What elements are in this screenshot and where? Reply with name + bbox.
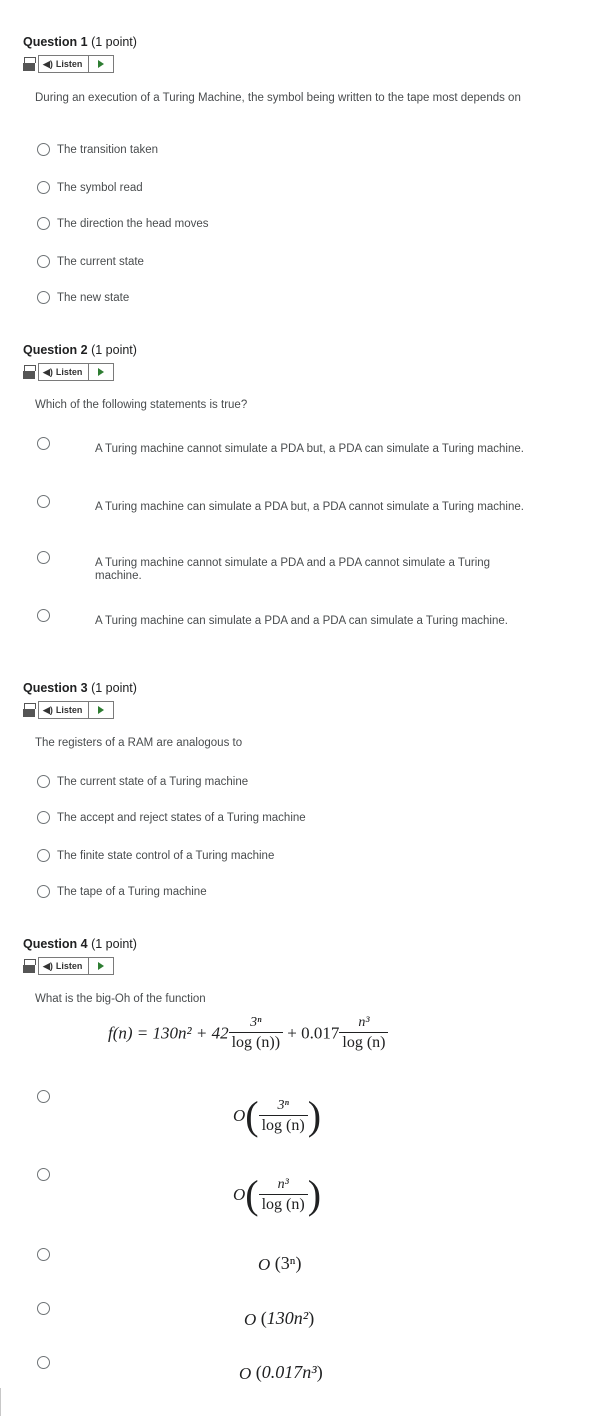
option-formula: O (130n²) [244,1308,315,1329]
option-label: The tape of a Turing machine [57,886,207,898]
radio-q1-option-1[interactable] [37,143,50,156]
option-formula: O( $\frac{\text{n³}}{\log (n)}$ ) [233,1172,322,1217]
radio-q2-option-2[interactable] [37,495,50,508]
radio-q1-option-4[interactable] [37,255,50,268]
option-label: A Turing machine cannot simulate a PDA and a PDA cannot simulate a Turing machine. [95,557,491,582]
speaker-icon: ◀) [43,58,53,69]
speaker-icon: ◀) [43,960,53,971]
question-number: Question 4 [23,937,88,951]
question-number: Question 3 [23,681,88,695]
option-inner: 3ⁿ [280,1253,296,1273]
fraction-denominator: log (n)) [229,1032,283,1053]
listen-button[interactable] [38,55,114,73]
big-o-symbol: O [258,1254,271,1274]
play-icon [98,706,104,714]
fraction-denominator: log (n) [259,1194,308,1215]
option-label: The current state of a Turing machine [57,776,249,788]
listen-toolbar [23,957,114,975]
question-1-title [23,35,137,49]
big-o-symbol: O [244,1309,257,1329]
play-icon [98,962,104,970]
play-icon [98,60,104,68]
fraction-numerator: 3ⁿ [250,1015,262,1030]
listen-toolbar [23,55,114,73]
radio-q2-option-4[interactable] [37,609,50,622]
listen-label: Listen [55,705,83,715]
radio-q3-option-4[interactable] [37,885,50,898]
play-button[interactable] [89,56,113,72]
radio-q3-option-3[interactable] [37,849,50,862]
readspeaker-icon [23,958,35,974]
option-formula: O( $\frac{\text{3ⁿ}}{\log (n)}$ ) [233,1093,322,1138]
big-o-symbol: O [233,1106,246,1125]
option-label: The direction the head moves [57,218,209,230]
radio-q4-option-5[interactable] [37,1356,50,1369]
option-inner: 130n² [266,1308,309,1328]
formula-lhs: f(n) = 130n² + 42 [108,1023,229,1043]
radio-q1-option-3[interactable] [37,217,50,230]
question-points: (1 point) [91,343,137,357]
question-number: Question 2 [23,343,88,357]
option-label: A Turing machine can simulate a PDA but, a PDA cannot simulate a Turing machine. [95,501,524,513]
play-button[interactable] [89,364,113,380]
play-button[interactable] [89,958,113,974]
radio-q4-option-2[interactable] [37,1168,50,1181]
question-4-title [23,937,137,951]
readspeaker-icon [23,56,35,72]
option-label: The accept and reject states of a Turing machine [57,812,306,824]
speaker-icon: ◀) [43,366,53,377]
option-label: The current state [57,256,144,268]
question-3-title [23,681,137,695]
option-label: The new state [57,292,130,304]
option-formula: O (3ⁿ) [258,1253,302,1274]
listen-button[interactable] [38,363,114,381]
question-3-text: The registers of a RAM are analogous to [35,737,243,749]
fraction-numerator: 3ⁿ [277,1097,289,1113]
option-inner: 0.017n³ [261,1362,317,1382]
radio-q1-option-5[interactable] [37,291,50,304]
radio-q4-option-4[interactable] [37,1302,50,1315]
radio-q1-option-2[interactable] [37,181,50,194]
question-1-text: During an execution of a Turing Machine, the symbol being written to the tape most depends on [35,92,521,104]
listen-button[interactable] [38,957,114,975]
radio-q4-option-3[interactable] [37,1248,50,1261]
question-2-text: Which of the following statements is true? [35,399,248,411]
big-o-symbol: O [233,1185,246,1204]
listen-label: Listen [55,59,83,69]
radio-q2-option-1[interactable] [37,437,50,450]
question-points: (1 point) [91,35,137,49]
readspeaker-icon [23,702,35,718]
fraction-numerator: n³ [358,1015,370,1030]
option-label: The finite state control of a Turing machine [57,850,275,862]
option-label: A Turing machine can simulate a PDA and a PDA can simulate a Turing machine. [95,615,508,627]
big-o-symbol: O [239,1363,252,1383]
question-4-text: What is the big-Oh of the function [35,993,206,1005]
radio-q3-option-1[interactable] [37,775,50,788]
play-button[interactable] [89,702,113,718]
question-2-title [23,343,137,357]
speaker-icon: ◀) [43,704,53,715]
radio-q2-option-3[interactable] [37,551,50,564]
option-label: The transition taken [57,144,159,156]
option-label: The symbol read [57,182,143,194]
page-edge-divider [0,1388,1,1416]
option-formula: O (0.017n³) [239,1362,323,1383]
question-points: (1 point) [91,937,137,951]
fraction-numerator: n³ [277,1176,289,1192]
radio-q4-option-1[interactable] [37,1090,50,1103]
listen-button[interactable] [38,701,114,719]
fraction-denominator: log (n) [259,1115,308,1136]
listen-toolbar [23,701,114,719]
formula-plus-term: + 0.017 [287,1023,340,1043]
question-points: (1 point) [91,681,137,695]
function-formula [108,1014,388,1053]
formula-fraction-1 [229,1014,283,1053]
listen-toolbar [23,363,114,381]
listen-label: Listen [55,367,83,377]
radio-q3-option-2[interactable] [37,811,50,824]
listen-label: Listen [55,961,83,971]
play-icon [98,368,104,376]
question-number: Question 1 [23,35,88,49]
formula-fraction-2 [339,1014,388,1053]
fraction-denominator: log (n) [339,1032,388,1053]
readspeaker-icon [23,364,35,380]
option-label: A Turing machine cannot simulate a PDA but, a PDA can simulate a Turing machine. [95,443,524,455]
